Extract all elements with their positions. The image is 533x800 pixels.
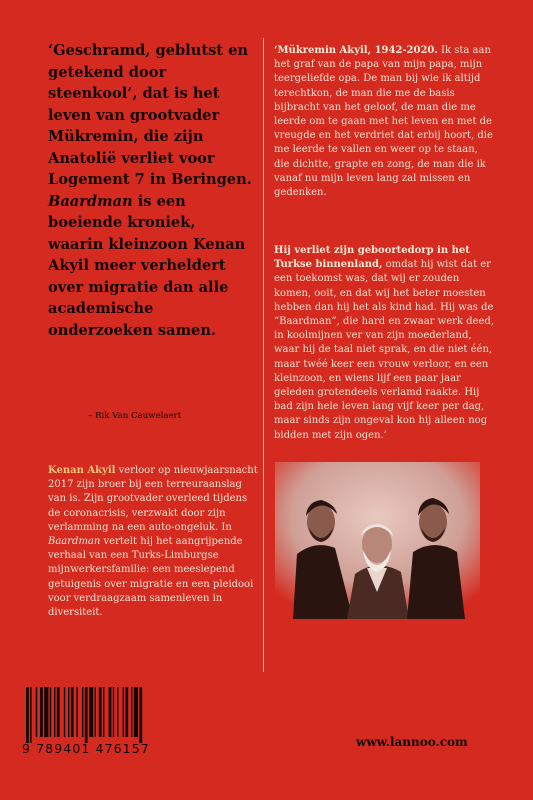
barcode-bar <box>89 687 93 737</box>
barcode-bar <box>117 687 118 737</box>
excerpt-intro: ‘Mükremin Akyil, 1942-2020. Ik sta aan het graf van de papa van mijn papa, mijn teergeliefde opa. De man bij wie ik altijd terechtkon, de man die me de basis bijbracht van het geloof, de man die me leerde om te gaan met het leven en met de vreugde en het verdriet dat erbij hoort, die me leerde te vallen en weer op te staan, die dichtte, grapte en zong, de man die ik vanaf nu mijn leven lang zal missen en gedenken. <box>274 45 493 199</box>
barcode-bar <box>82 687 83 737</box>
quote-attribution: – Rik Van Cauwelaert <box>88 411 182 421</box>
barcode-bar <box>26 687 29 743</box>
barcode-bar <box>85 687 88 743</box>
barcode-bar <box>50 687 51 737</box>
barcode-bar <box>123 687 124 737</box>
barcode-bar <box>71 687 74 737</box>
author-bio: Kenan Akyil verloor op nieuwjaarsnacht 2017 zijn broer bij een terreuraanslag van is. Zijn grootvader overleed tijdens de coronacrisis, verzwakt door zijn verlamming na een auto-ongeluk. In Baardman vertelt hij het aangrijpende verhaal van een Turks-Limburgse mijnwerkersfamilie: een meeslepend getuigenis over migratie en een pleidooi voor verdraagzaam samenleven in diversiteit. <box>48 465 258 619</box>
barcode-bar <box>139 687 142 743</box>
barcode-bar <box>54 687 55 737</box>
barcode-bar <box>113 687 114 737</box>
barcode-bar <box>36 687 37 737</box>
barcode-bar <box>131 687 132 737</box>
author-name: Kenan Akyil <box>48 465 116 476</box>
excerpt-story: Hij verliet zijn geboortedorp in het Turkse binnenland, omdat hij wist dat er een toekomst was, dat wij er zouden komen, ooit, en dat wij het beter moesten hebben dan hij het als kind had. Hij was de “Baardman”, die hard en zwaar werk deed, in koolmijnen ver van zijn moederland, waar hij de taal niet sprak, en die niet één, maar twéé keer een vrouw verloor, en een kleinzoon, en wiens lijf een paar jaar geleden grotendeels verlamd raakte. Hij bad zijn hele leven lang vijf keer per dag, maar sinds zijn ongeval kon hij alleen nog bidden met zijn ogen.’ <box>274 245 494 441</box>
barcode-bar <box>134 687 138 737</box>
barcode-bar <box>57 687 60 737</box>
isbn-number: 9 789401 476157 <box>22 741 150 756</box>
barcode-bar <box>64 687 65 737</box>
review-quote: ‘Geschramd, geblutst en getekend door steenkool’, dat is het leven van grootvader Mükremin, die zijn Anatolië verliet voor Logement 7 in Beringen. Baardman is een boeiende kroniek, waarin kleinzoon Kenan Akyil meer verheldert over migratie dan alle academische onderzoeken samen. <box>48 42 252 339</box>
barcode-bar <box>68 687 69 737</box>
column-divider <box>263 38 264 672</box>
barcode-bar <box>99 687 102 737</box>
barcode-bar <box>109 687 112 737</box>
barcode-bar <box>30 687 31 743</box>
family-photo <box>275 462 480 619</box>
publisher-url[interactable]: www.lannoo.com <box>356 735 468 749</box>
barcode-bar <box>40 687 43 737</box>
barcode-bar <box>103 687 104 737</box>
barcode-bar <box>125 687 128 737</box>
barcode-bar <box>44 687 48 737</box>
barcode-bar <box>76 687 77 737</box>
barcode-bar <box>95 687 96 737</box>
